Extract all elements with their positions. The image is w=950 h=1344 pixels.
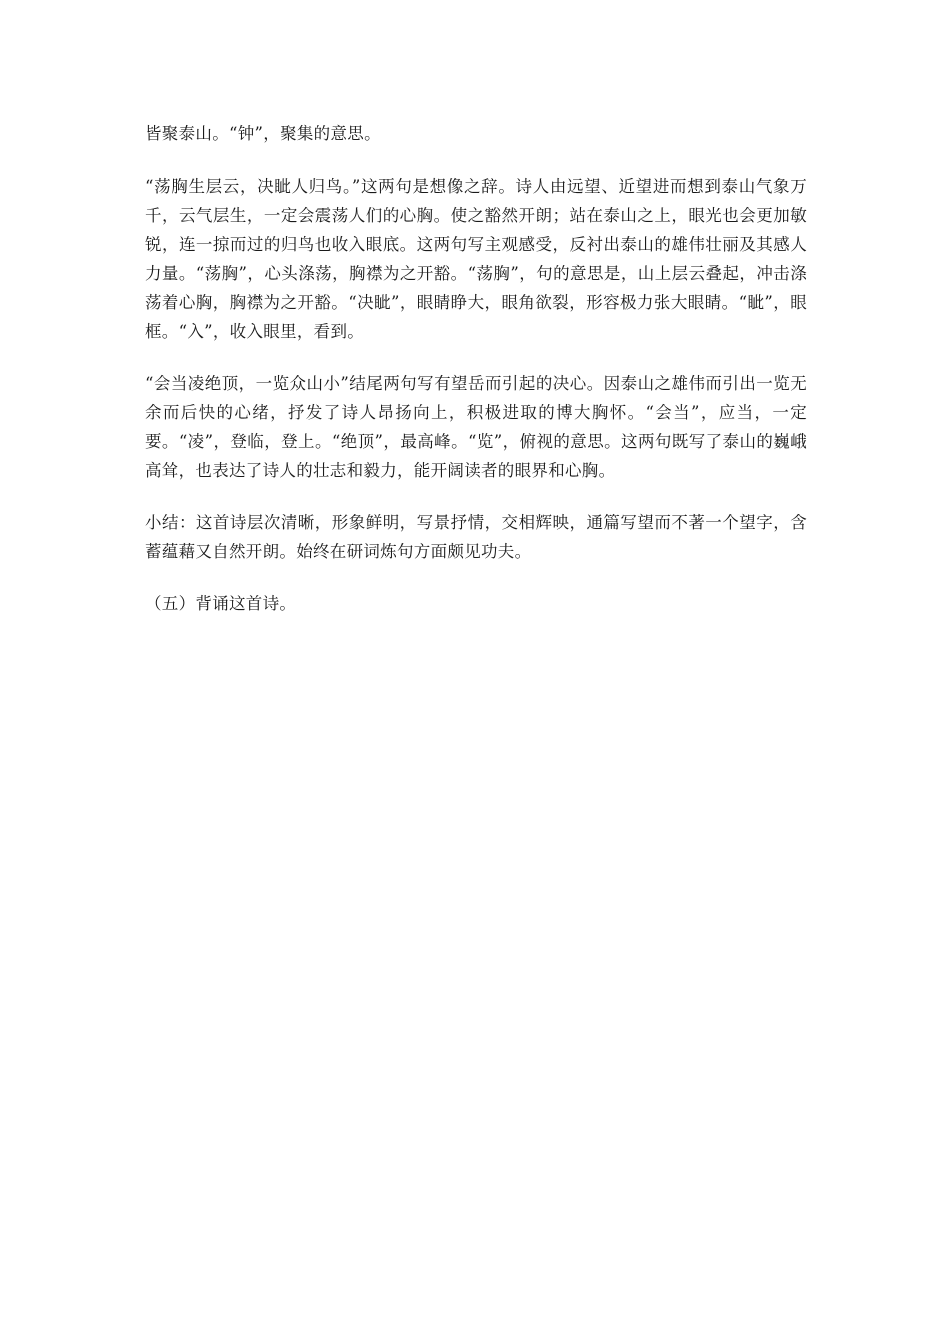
paragraph-task: （五）背诵这首诗。: [145, 594, 297, 613]
paragraph-line-5-6: “会当凌绝顶，一览众山小”结尾两句写有望岳而引起的决心。因泰山之雄伟而引出一览无余而后快的心绪，抒发了诗人昂扬向上，积极进取的博大胸怀。“会当”，应当，一定要。“凌”，登临，登上。“绝顶”，最高峰。“览”，俯视的意思。这两句既写了泰山的巍峨高耸，也表达了诗人的壮志和毅力，能开阔读者的眼界和心胸。: [145, 374, 807, 480]
paragraph-summary: 小结：这首诗层次清晰，形象鲜明，写景抒情，交相辉映，通篇写望而不著一个望字，含蓄蕴藉又自然开朗。始终在研词炼句方面颇见功夫。: [145, 513, 807, 561]
document-body: [145, 119, 807, 641]
paragraph-intro: 皆聚泰山。“钟”，聚集的意思。: [145, 124, 381, 143]
paragraph-line-3-4: “荡胸生层云，决眦人归鸟。”这两句是想像之辞。诗人由远望、近望进而想到泰山气象万千，云气层生，一定会震荡人们的心胸。使之豁然开朗；站在泰山之上，眼光也会更加敏锐，连一掠而过的归鸟也收入眼底。这两句写主观感受，反衬出泰山的雄伟壮丽及其感人力量。“荡胸”，心头涤荡，胸襟为之开豁。“荡胸”，句的意思是，山上层云叠起，冲击涤荡着心胸，胸襟为之开豁。“决眦”，眼睛睁大，眼角欲裂，形容极力张大眼睛。“眦”，眼框。“入”，收入眼里，看到。: [145, 177, 807, 341]
